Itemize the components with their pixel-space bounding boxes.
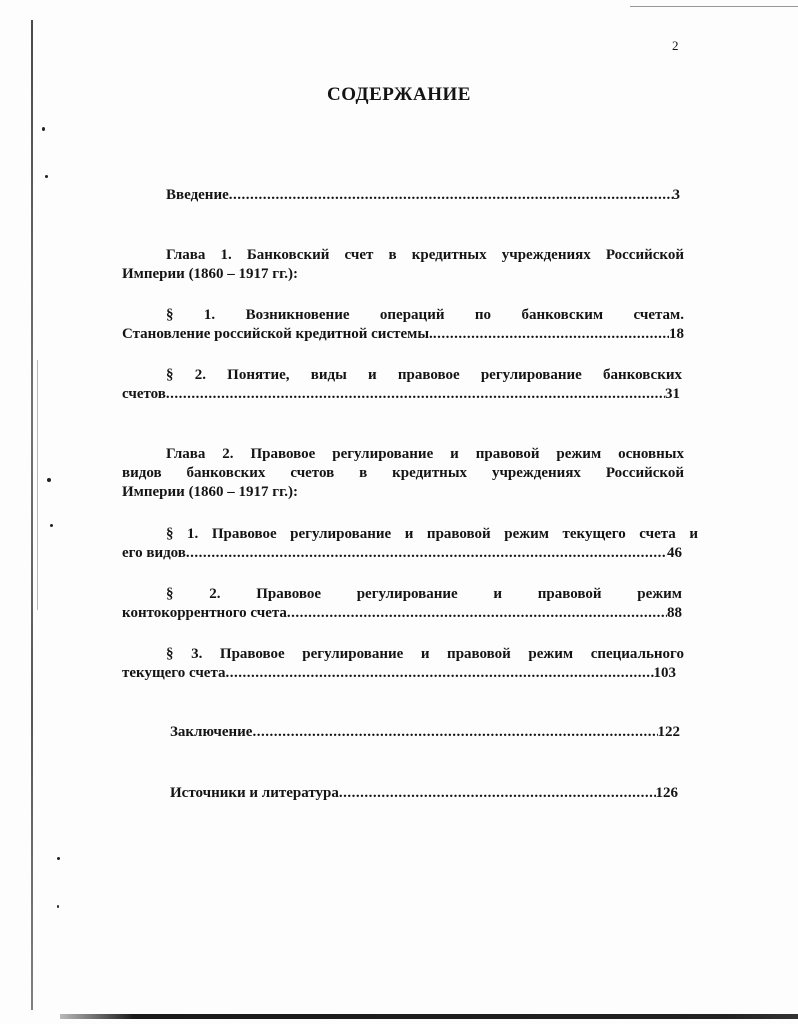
toc-label: Введение (166, 187, 229, 203)
toc-label: текущего счета (122, 665, 226, 681)
toc-leader-dots (186, 544, 667, 563)
scan-edge-line (31, 20, 33, 1010)
scan-speck (42, 127, 45, 131)
toc-chapter-2 (122, 445, 684, 502)
section-heading-line: § 3. Правовое регулирование и правовой режим специального (166, 646, 684, 662)
scan-edge-line-secondary (37, 360, 38, 610)
toc-label: контокоррентного счета (122, 605, 287, 621)
toc-leader-dots (252, 723, 657, 742)
toc-leader-dots (226, 664, 654, 683)
section-heading-line: § 1. Правовое регулирование и правовой режим текущего счета и (166, 526, 698, 542)
chapter-heading-line: Империи (1860 – 1917 гг.): (122, 484, 298, 500)
toc-page-number: 31 (665, 386, 680, 402)
toc-entry-introduction (166, 186, 680, 205)
toc-page-number: 46 (667, 545, 682, 561)
toc-leader-dots (433, 325, 669, 344)
toc-page-number: 126 (655, 785, 678, 801)
toc-label: счетов (122, 386, 166, 402)
toc-leader-dots (287, 604, 667, 623)
toc-label: Источники и литература (170, 785, 339, 801)
toc-label: Заключение (170, 724, 253, 740)
toc-chapter-1-section-1 (122, 306, 684, 344)
toc-page-number: 88 (667, 605, 682, 621)
scan-top-edge (630, 6, 798, 7)
toc-label: Становление российской кредитной системы. (122, 326, 433, 342)
toc-leader-dots (339, 784, 656, 803)
toc-page-number: 122 (657, 724, 680, 740)
toc-page-number: 18 (669, 326, 684, 342)
toc-leader-dots (229, 186, 673, 205)
section-heading-line: § 2. Понятие, виды и правовое регулирование банковских (166, 367, 682, 383)
chapter-heading-line: видов банковских счетов в кредитных учреждениях Российской (122, 465, 684, 481)
scan-speck (47, 478, 51, 482)
scan-speck (57, 905, 59, 908)
toc-chapter-2-section-2 (122, 585, 682, 623)
toc-label: его видов (122, 545, 186, 561)
toc-chapter-1 (122, 246, 684, 284)
chapter-heading-line: Глава 2. Правовое регулирование и правовой режим основных (166, 446, 684, 462)
toc-page-number: 103 (653, 665, 676, 681)
toc-chapter-2-section-1 (122, 525, 698, 563)
chapter-heading-line: Империи (1860 – 1917 гг.): (122, 266, 298, 282)
toc-chapter-2-section-3 (122, 645, 684, 683)
scan-speck (57, 857, 60, 860)
toc-entry-sources (170, 784, 678, 803)
scan-bottom-edge (60, 1014, 798, 1019)
section-heading-line: § 1. Возникновение операций по банковским счетам. (166, 307, 684, 323)
chapter-heading-line: Глава 1. Банковский счет в кредитных учреждениях Российской (166, 247, 684, 263)
toc-chapter-1-section-2 (122, 366, 682, 404)
toc-entry-conclusion (170, 723, 680, 742)
page-number: 2 (672, 38, 679, 53)
page-title: СОДЕРЖАНИЕ (327, 84, 471, 105)
scan-speck (45, 175, 48, 178)
toc-leader-dots (166, 385, 665, 404)
section-heading-line: § 2. Правовое регулирование и правовой режим (166, 586, 682, 602)
toc-page-number: 3 (672, 187, 680, 203)
scan-speck (50, 524, 53, 527)
